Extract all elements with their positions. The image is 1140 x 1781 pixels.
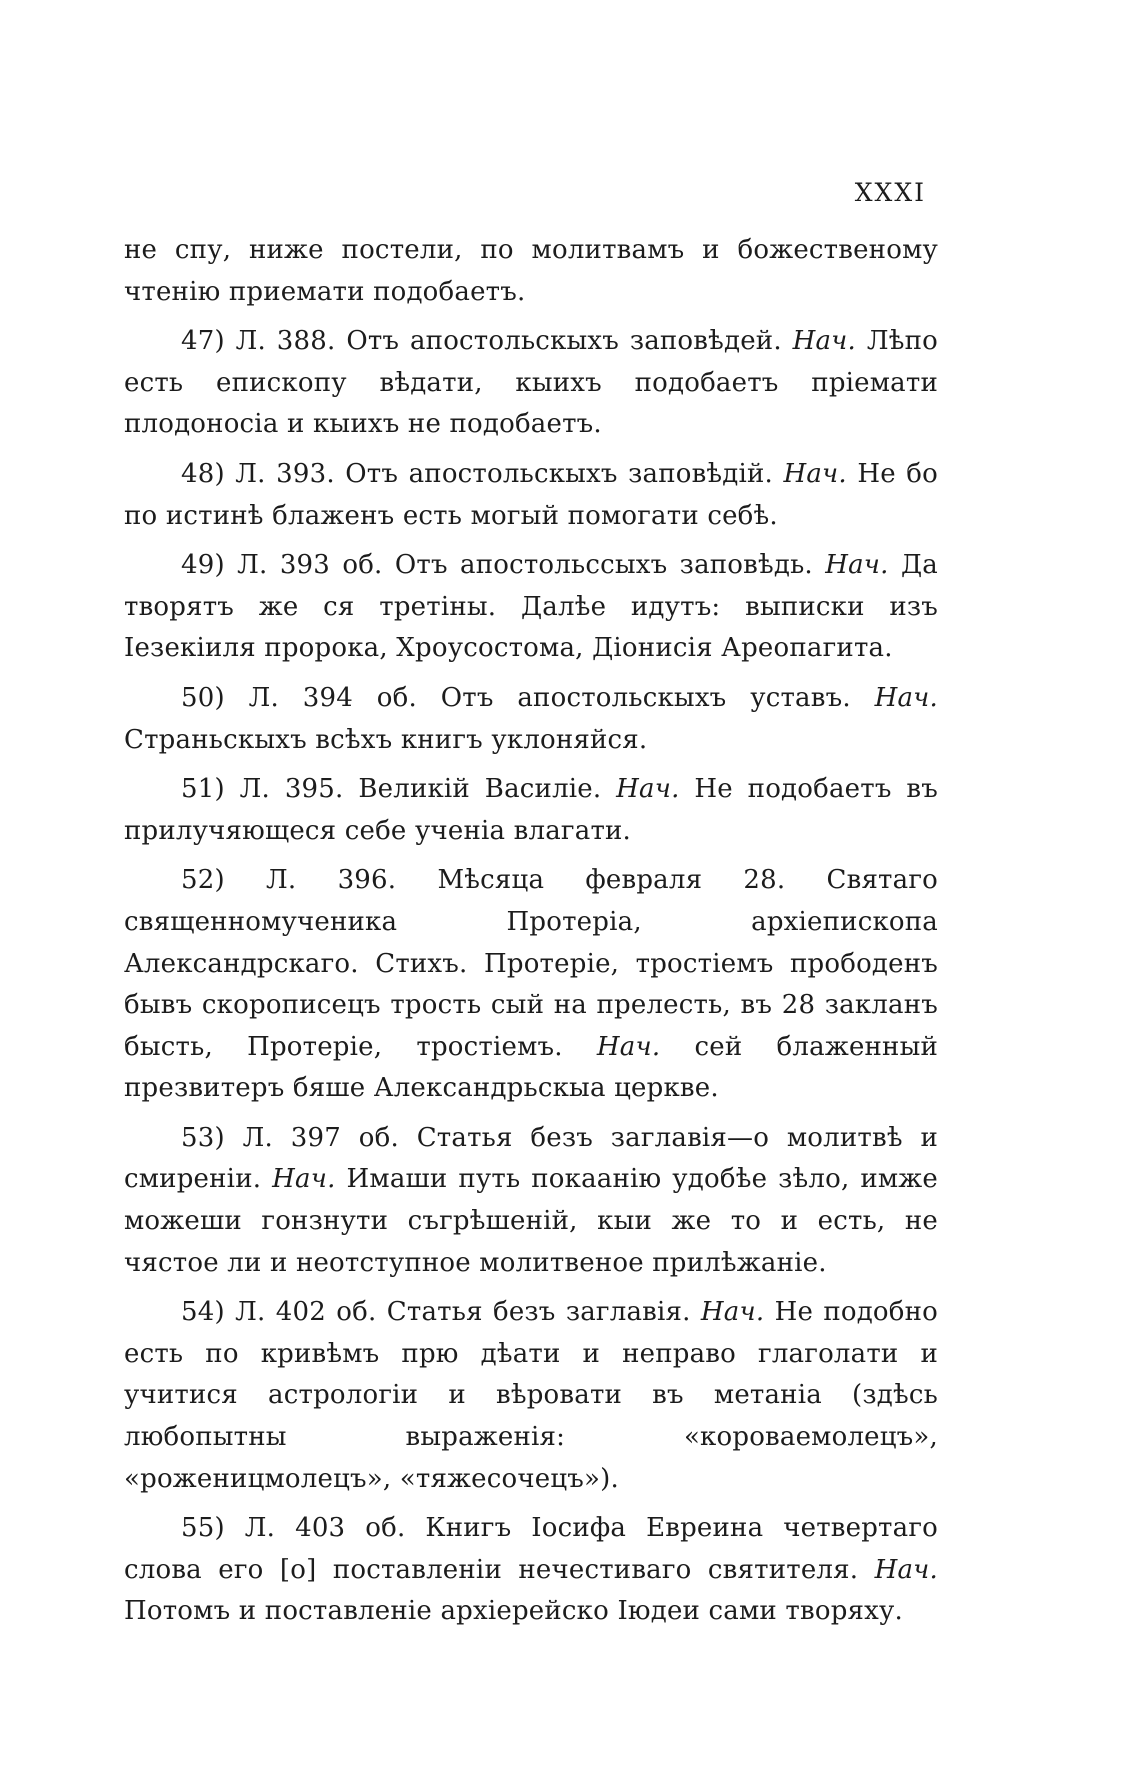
nach-abbrev: Нач. [783,458,847,489]
entry-number: 54) Л. 402 об. [181,1297,377,1328]
entry-number: 47) Л. 388. [181,326,336,357]
entry-incipit: Не подобно есть по кривѣмъ прю дѣати и неправо глаголати и учитися астрологiи и вѣровати въ метанiа (здѣсь любопытны выраженiя: «короваемолецъ», «роженицмолецъ», «тяжесочецъ»). [124,1297,939,1494]
entry-54 [124,1292,938,1500]
nach-abbrev: Нач. [700,1297,765,1328]
entry-53 [124,1118,938,1284]
entry-48 [124,454,938,537]
entry-number: 53) Л. 397 об. [181,1122,399,1153]
entry-title: Мѣсяца февраля 28. Святаго священномученика Протерiа, архiепископа Александрскаго. Стихъ. Протерiе, тростiемъ прободенъ бывъ скорописецъ трость сый на прелесть, въ 28 закланъ бысть, Протерiе, тростiемъ. [124,865,939,1062]
entry-number: 48) Л. 393. [181,458,335,489]
paragraph-continuation: не спу, ниже постели, по молитвамъ и божественому чтенiю приемати подобаетъ. [124,235,938,307]
entry-incipit: Не бо по истинѣ блаженъ есть могый помогати себѣ. [124,458,939,531]
entry-number: 52) Л. 396. [181,865,397,896]
entry-50 [124,678,938,761]
entry-number: 50) Л. 394 об. [181,682,417,713]
entry-title: Статья безъ заглавiя. [386,1297,691,1328]
entry-number: 49) Л. 393 об. [181,550,383,581]
entry-incipit: Имаши путь покаанiю удобѣе зѣло, имже можеши гонзнути съгрѣшенiй, кыи же то и есть, не чястое ли и неотступное молитвеное прилѣжанiе. [124,1164,939,1278]
entry-title: Отъ апостольскыхъ уставъ. [440,682,851,713]
nach-abbrev: Нач. [792,326,857,357]
nach-abbrev: Нач. [272,1164,336,1195]
nach-abbrev: Нач. [596,1031,661,1062]
entry-title: Отъ апостольскыхъ заповѣдей. [346,326,782,357]
nach-abbrev: Нач. [616,774,680,805]
entry-title: Отъ апостольскыхъ заповѣдiй. [345,458,774,489]
entry-number: 55) Л. 403 об. [181,1513,406,1544]
page-number: XXXI [854,178,926,207]
entry-incipit: Не подобаетъ въ прилучяющеся себе ученiа влагати. [124,774,938,846]
entry-incipit: Потомъ и поставленiе архiерейско Iюдеи сами творяху. [124,1596,903,1627]
nach-abbrev: Нач. [874,1554,938,1585]
entry-number: 51) Л. 395. [181,774,344,805]
nach-abbrev: Нач. [825,550,889,581]
entry-49 [124,545,938,670]
entry-51 [124,769,938,852]
entry-47 [124,321,938,446]
entry-incipit: Лѣпо есть епископу вѣдати, кыихъ подобаетъ прiемати плодоносiа и кыихъ не подобаетъ. [124,326,939,440]
entry-55 [124,1508,938,1633]
entry-52 [124,860,938,1110]
entry-title: Книгъ Iосифа Евреина четвертаго слова его [о] поставленiи нечестиваго святителя. [124,1513,939,1585]
entry-incipit: Страньскыхъ всѣхъ книгъ уклоняйся. [124,724,648,755]
entry-title: Отъ апостольсcыхъ заповѣдь. [394,550,813,581]
nach-abbrev: Нач. [874,682,939,713]
entry-title: Великiй Василiе. [358,774,602,805]
entry-title: Статья безъ заглавiя—о молитвѣ и смиренiи. [124,1122,938,1195]
entry-incipit: Да творятъ же ся третiны. Далѣе идутъ: выписки изъ Iезекiиля пророка, Хроусостома, Дiонисiя Ареопагита. [124,550,938,664]
document-body [124,230,938,1641]
entry-incipit: сей блаженный презвитеръ бяше Александрьскыа церкве. [124,1031,939,1104]
